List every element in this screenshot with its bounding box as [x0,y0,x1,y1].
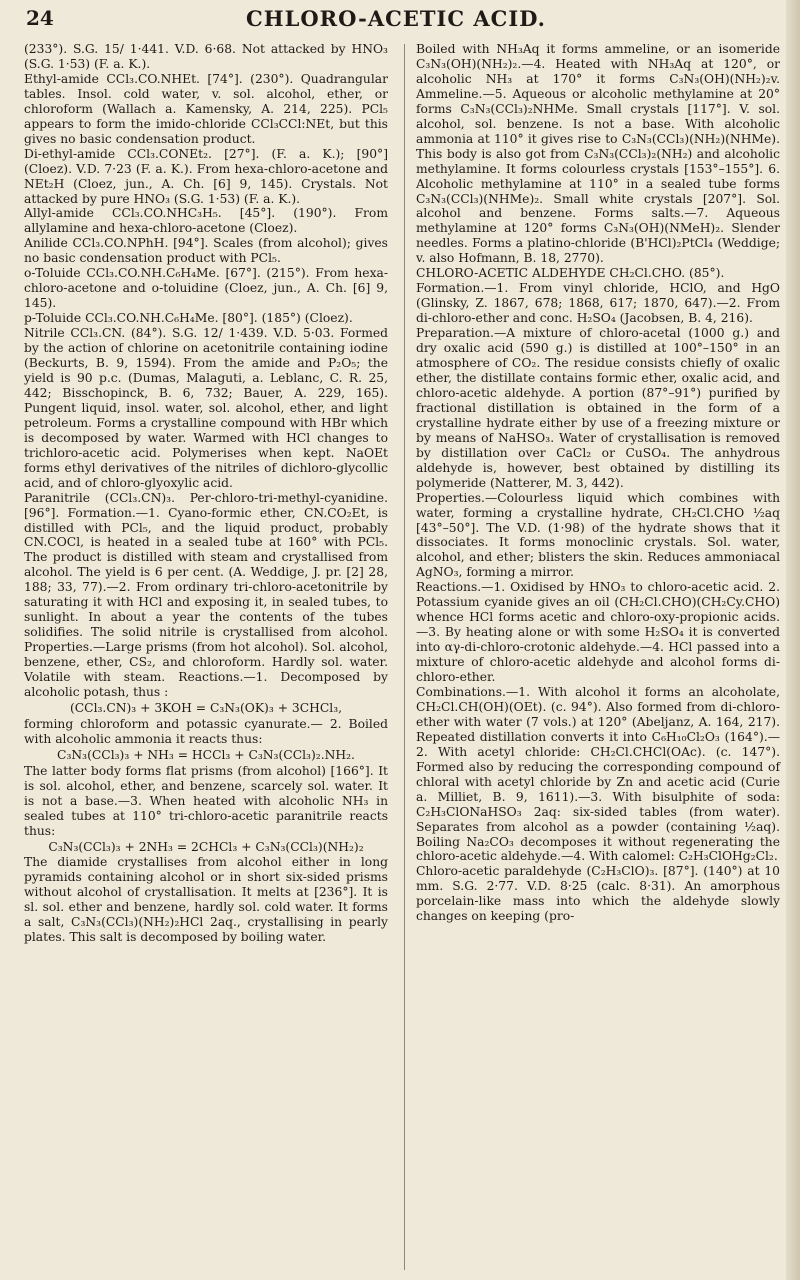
page-number: 24 [26,6,54,30]
equation: C₃N₃(CCl₃)₃ + 2NH₃ = 2CHCl₃ + C₃N₃(CCl₃)(NH₂)₂ [48,839,364,854]
left-column [24,42,388,945]
page-edge [786,0,800,1280]
paragraph: (233°). S.G. 15/ 1·441. V.D. 6·68. Not attacked by HNO₃ (S.G. 1·53) (F. a. K.). [24,42,388,71]
equation: C₃N₃(CCl₃)₃ + NH₃ = HCCl₃ + C₃N₃(CCl₃)₂.NH₂. [57,747,355,762]
paragraph: Paranitrile (CCl₃.CN)₃. Per-chloro-tri-methyl-cyanidine. [96°]. Formation.—1. Cyano-formic ether, CN.CO₂Et, is distilled with PCl₅, and the liquid product, probably CN.COCl, is heated in a sealed tube at 160° with PCl₅. The product is distilled with steam and crystallised from alcohol. The yield is 6 per cent. (A. Weddige, J. pr. [2] 28, 188; 33, 77).—2. From ordinary tri-chloro-acetonitrile by saturating it with HCl and exposing it, in sealed tubes, to sunlight. In about a year the contents of the tubes solidifies. The solid nitrile is crystallised from alcohol. Properties.—Large prisms (from hot alcohol). Sol. alcohol, benzene, ether, CS₂, and chloroform. Hardly sol. water. Volatile with steam. Reactions.—1. Decomposed by alcoholic potash, thus : [24,490,388,699]
right-column [416,42,780,924]
paragraph: forming chloroform and potassic cyanurate.— 2. Boiled with alcoholic ammonia it reacts thus: [24,716,388,746]
paragraph: Reactions.—1. Oxidised by HNO₃ to chloro-acetic acid. 2. Potassium cyanide gives an oil (CH₂Cl.CHO)(CH₂Cy.CHO) whence HCl forms acetic and chloro-oxy-propionic acids.—3. By heating alone or with some H₂SO₄ it is converted into αγ-di-chloro-crotonic aldehyde.—4. HCl passed into a mixture of chloro-acetic aldehyde and alcohol forms di-chloro-ether. [416,580,780,685]
paragraph: o-Toluide CCl₃.CO.NH.C₆H₄Me. [67°]. (215°). From hexa-chloro-acetone and o-toluidine (Cloez, jun., A. Ch. [6] 9, 145). [24,266,388,311]
paragraph: Allyl-amide CCl₃.CO.NHC₃H₅. [45°]. (190°). From allylamine and hexa-chloro-acetone (Cloez). [24,206,388,236]
entry-heading: CHLORO-ACETIC ALDEHYDE CH₂Cl.CHO. (85°). [416,266,725,281]
paragraph: The diamide crystallises from alcohol either in long pyramids containing alcohol or in short six-sided prisms without alcohol of crystallisation. It melts at [236°]. It is sl. sol. ether and benzene, hardly sol. cold water. It forms a salt, C₃N₃(CCl₃)(NH₂)₂HCl 2aq., crystallising in pearly plates. This salt is decomposed by boiling water. [24,855,388,945]
paragraph: Ethyl-amide CCl₃.CO.NHEt. [74°]. (230°). Quadrangular tables. Insol. cold water, v. sol. alcohol, ether, or chloroform (Wallach a. Kamensky, A. 214, 225). PCl₅ appears to form the imido-chloride CCl₃CCl:NEt, but this gives no basic condensation product. [24,71,388,146]
paragraph: Chloro-acetic paraldehyde (C₂H₃ClO)₃. [87°]. (140°) at 10 mm. S.G. 2·77. V.D. 8·25 (calc. 8·31). An amorphous porcelain-like mass into which the aldehyde slowly changes on keeping (pro- [416,864,780,924]
paragraph: Formation.—1. From vinyl chloride, HClO, and HgO (Glinsky, Z. 1867, 678; 1868, 617; 1870, 647).—2. From di-chloro-ether and conc. H₂SO₄ (Jacobsen, B. 4, 216). [416,281,780,326]
equation: (CCl₃.CN)₃ + 3KOH = C₃N₃(OK)₃ + 3CHCl₃, [69,700,343,715]
paragraph: Di-ethyl-amide CCl₃.CONEt₂. [27°]. (F. a. K.); [90°] (Cloez). V.D. 7·23 (F. a. K.). From hexa-chloro-acetone and NEt₂H (Cloez, jun., A. Ch. [6] 9, 145). Crystals. Not attacked by pure HNO₃ (S.G. 1·53) (F. a. K.). [24,146,388,206]
paragraph: Preparation.—A mixture of chloro-acetal (1000 g.) and dry oxalic acid (590 g.) is distilled at 100°–150° in an atmosphere of CO₂. The residue consists chiefly of oxalic ether, the distillate contains formic ether, oxalic acid, and chloro-acetic aldehyde. A portion (87°–91°) purified by fractional distillation is obtained in the form of a crystalline hydrate either by use of a freezing mixture or by means of NaHSO₃. Water of crystallisation is removed by distillation over CaCl₂ or CuSO₄. The anhydrous aldehyde is, however, best obtained by distilling its polymeride (Natterer, M. 3, 442). [416,326,780,490]
paragraph: Properties.—Colourless liquid which combines with water, forming a crystalline hydrate, CH₂Cl.CHO ½aq [43°–50°]. The V.D. (1·98) of the hydrate shows that it dissociates. It forms monoclinic crystals. Sol. water, alcohol, and ether; blisters the skin. Reduces ammoniacal AgNO₃, forming a mirror. [416,490,780,580]
running-head: CHLORO-ACETIC ACID. [246,6,546,31]
paragraph: The latter body forms flat prisms (from alcohol) [166°]. It is sol. alcohol, ether, and benzene, scarcely sol. water. It is not a base.—3. When heated with alcoholic NH₃ in sealed tubes at 110° tri-chloro-acetic paranitrile reacts thus: [24,763,388,838]
paragraph: Nitrile CCl₃.CN. (84°). S.G. 12/ 1·439. V.D. 5·03. Formed by the action of chlorine on acetonitrile containing iodine (Beckurts, B. 9, 1594). From the amide and P₂O₅; the yield is 90 p.c. (Dumas, Malaguti, a. Leblanc, C. R. 25, 442; Bisschopinck, B. 6, 732; Bauer, A. 229, 165). Pungent liquid, insol. water, sol. alcohol, ether, and light petroleum. Forms a crystalline compound with HBr which is decomposed by water. Warmed with HCl changes to trichloro-acetic acid. Polymerises when kept. NaOEt forms ethyl derivatives of the nitriles of dichloro-glycollic acid, and of chloro-glyoxylic acid. [24,326,388,490]
column-divider [404,44,405,1270]
paragraph: Boiled with NH₃Aq it forms ammeline, or an isomeride C₃N₃(OH)(NH₂)₂.—4. Heated with NH₃Aq at 120°, or alcoholic NH₃ at 170° it forms C₃N₃(OH)(NH₂)₂v. Ammeline.—5. Aqueous or alcoholic methylamine at 20° forms C₃N₃(CCl₃)₂NHMe. Small crystals [117°]. V. sol. alcohol, sol. benzene. Is not a base. With alcoholic ammonia at 110° it gives rise to C₃N₃(CCl₃)(NH₂)(NHMe). This body is also got from C₃N₃(CCl₃)₂(NH₂) and alcoholic methylamine. It forms colourless crystals [153°–155°]. 6. Alcoholic methylamine at 110° in a sealed tube forms C₃N₃(CCl₃)(NHMe)₂. Small white crystals [207°]. Sol. alcohol and benzene. Forms salts.—7. Aqueous methylamine at 120° forms C₃N₃(OH)(NMeH)₂. Slender needles. Forms a platino-chloride (B'HCl)₂PtCl₄ (Weddige; v. also Hofmann, B. 18, 2770). [416,42,780,266]
paragraph: p-Toluide CCl₃.CO.NH.C₆H₄Me. [80°]. (185°) (Cloez). [24,311,353,326]
page-header [26,6,766,34]
paragraph: Combinations.—1. With alcohol it forms an alcoholate, CH₂Cl.CH(OH)(OEt). (c. 94°). Also formed from di-chloro-ether with water (7 vols.) at 120° (Abeljanz, A. 164, 217). Repeated distillation converts it into C₆H₁₀Cl₂O₃ (164°).— 2. With acetyl chloride: CH₂Cl.CHCl(OAc). (c. 147°). Formed also by reducing the corresponding compound of chloral with acetyl chloride by Zn and acetic acid (Curie a. Milliet, B. 9, 1611).—3. With bisulphite of soda: C₂H₃ClONaHSO₃ 2aq: six-sided tables (from water). Separates from alcohol as a powder (containing ½aq). Boiling Na₂CO₃ decomposes it without regenerating the chloro-acetic aldehyde.—4. With calomel: C₂H₃ClOHg₂Cl₂. [416,684,780,864]
paragraph: Anilide CCl₃.CO.NPhH. [94°]. Scales (from alcohol); gives no basic condensation product with PCl₅. [24,236,388,266]
